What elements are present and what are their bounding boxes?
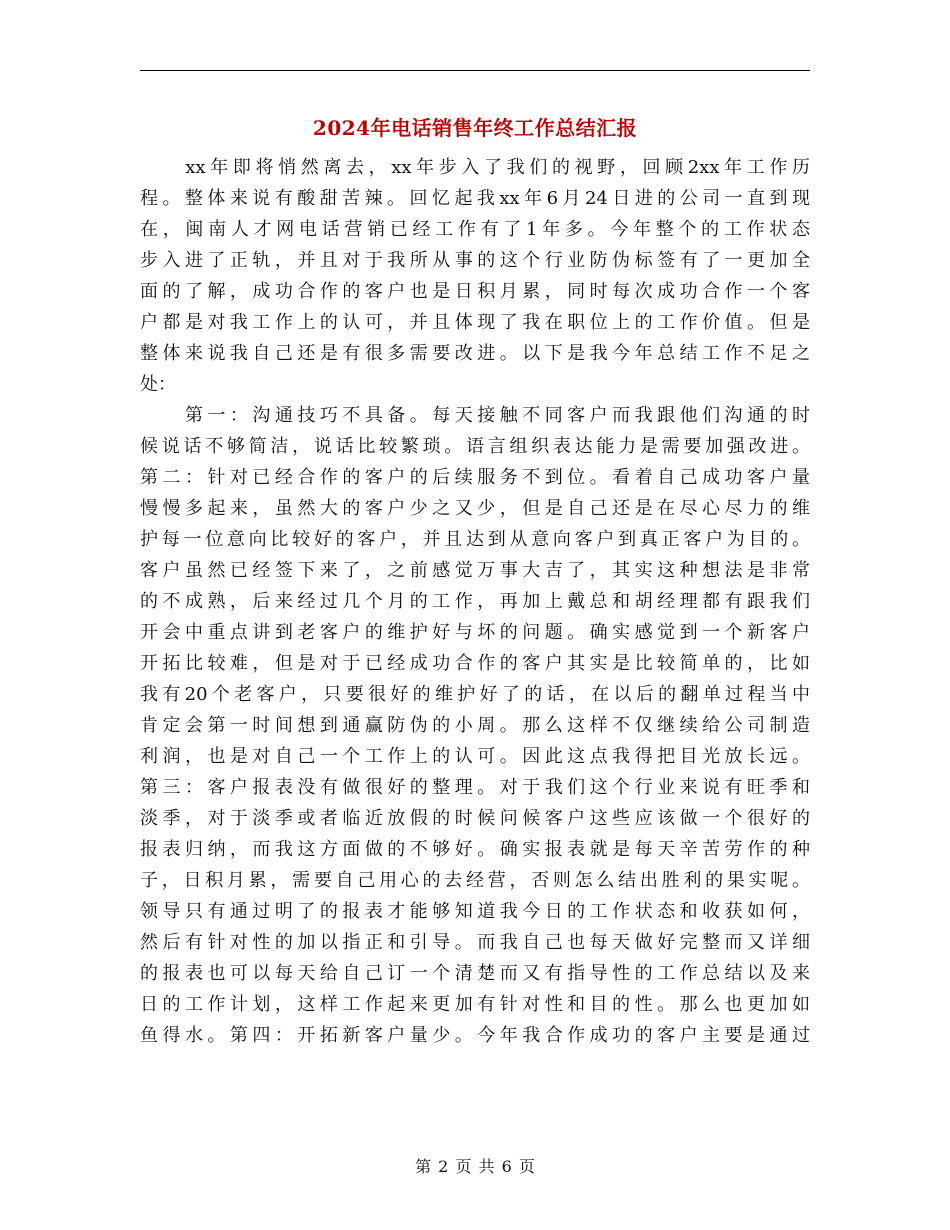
text-line: 报表归纳，而我这方面做的不够好。确实报表就是每天辛苦劳作的种 xyxy=(140,839,810,860)
text-line: 整体来说我自己还是有很多需要改进。以下是我今年总结工作不足之 xyxy=(140,343,810,364)
text-line: 日的工作计划，这样工作起来更加有针对性和目的性。那么也更加如 xyxy=(140,994,810,1015)
text-line: 步入进了正轨，并且对于我所从事的这个行业防伪标签有了一更加全 xyxy=(140,250,810,271)
text-line: 利润，也是对自己一个工作上的认可。因此这点我得把目光放长远。 xyxy=(140,746,810,767)
text-line: 的报表也可以每天给自己订一个清楚而又有指导性的工作总结以及来 xyxy=(140,963,810,984)
text-line: 开拓比较难，但是对于已经成功合作的客户其实是比较简单的，比如 xyxy=(140,653,810,674)
text-line: 慢慢多起来，虽然大的客户少之又少，但是自己还是在尽心尽力的维 xyxy=(140,498,810,519)
header-rule xyxy=(140,70,810,71)
text-line: 鱼得水。第四：开拓新客户量少。今年我合作成功的客户主要是通过 xyxy=(140,1025,810,1046)
text-line: 我有20个老客户，只要很好的维护好了的话，在以后的翻单过程当中 xyxy=(140,684,810,705)
text-line: 候说话不够简洁，说话比较繁琐。语言组织表达能力是需要加强改进。 xyxy=(140,436,810,457)
text-line: 在，闽南人才网电话营销已经工作有了1年多。今年整个的工作状态 xyxy=(140,219,810,240)
text-line: 户都是对我工作上的认可，并且体现了我在职位上的工作价值。但是 xyxy=(140,312,810,333)
text-line: 第一：沟通技巧不具备。每天接触不同客户而我跟他们沟通的时 xyxy=(140,405,810,426)
text-line: xx年即将悄然离去，xx年步入了我们的视野，回顾2xx年工作历 xyxy=(140,157,810,178)
text-line: 子，日积月累，需要自己用心的去经营，否则怎么结出胜利的果实呢。 xyxy=(140,870,810,891)
text-line: 然后有针对性的加以指正和引导。而我自己也每天做好完整而又详细 xyxy=(140,932,810,953)
text-line: 客户虽然已经签下来了，之前感觉万事大吉了，其实这种想法是非常 xyxy=(140,560,810,581)
text-line: 的不成熟，后来经过几个月的工作，再加上戴总和胡经理都有跟我们 xyxy=(140,591,810,612)
text-line: 淡季，对于淡季或者临近放假的时候问候客户这些应该做一个很好的 xyxy=(140,808,810,829)
text-line: 第二：针对已经合作的客户的后续服务不到位。看着自己成功客户量 xyxy=(140,467,810,488)
document-title: 2024年电话销售年终工作总结汇报 xyxy=(312,116,638,140)
text-line: 开会中重点讲到老客户的维护好与坏的问题。确实感觉到一个新客户 xyxy=(140,622,810,643)
text-line: 处： xyxy=(140,374,176,395)
text-line: 领导只有通过明了的报表才能够知道我今日的工作状态和收获如何， xyxy=(140,901,810,922)
text-line: 护每一位意向比较好的客户，并且达到从意向客户到真正客户为目的。 xyxy=(140,529,810,550)
text-line: 程。整体来说有酸甜苦辣。回忆起我xx年6月24日进的公司一直到现 xyxy=(140,188,810,209)
text-line: 面的了解，成功合作的客户也是日积月累，同时每次成功合作一个客 xyxy=(140,281,810,302)
text-line: 肯定会第一时间想到通赢防伪的小周。那么这样不仅继续给公司制造 xyxy=(140,715,810,736)
page-footer: 第 2 页 共 6 页 xyxy=(415,1157,535,1176)
text-line: 第三：客户报表没有做很好的整理。对于我们这个行业来说有旺季和 xyxy=(140,777,810,798)
document-body xyxy=(140,152,810,1051)
